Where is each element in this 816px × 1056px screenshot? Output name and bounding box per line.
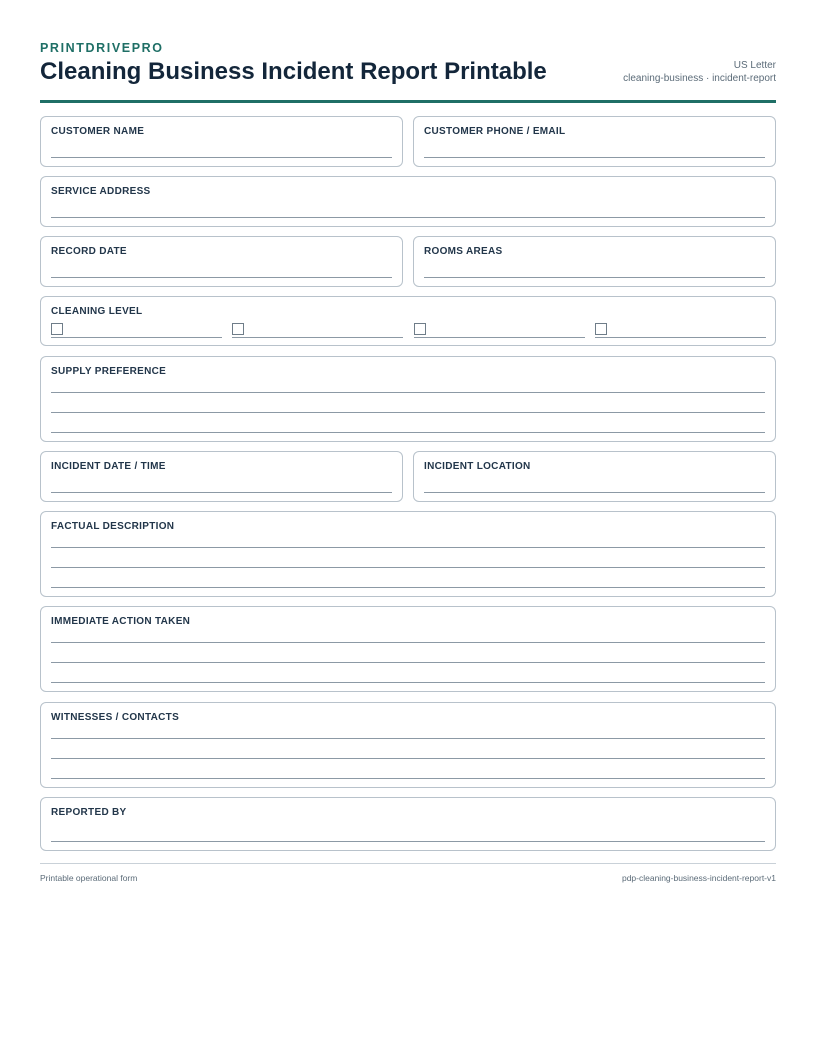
write-line[interactable] bbox=[51, 587, 765, 588]
write-line[interactable] bbox=[51, 662, 765, 663]
write-line[interactable] bbox=[424, 157, 765, 158]
factual-description-label: FACTUAL DESCRIPTION bbox=[51, 521, 175, 532]
customer-contact-field[interactable] bbox=[413, 116, 776, 167]
cleaning-level-label: CLEANING LEVEL bbox=[51, 306, 143, 317]
cleaning-level-option-1[interactable] bbox=[51, 323, 222, 338]
cleaning-level-field bbox=[40, 296, 776, 346]
write-line[interactable] bbox=[51, 567, 765, 568]
form-footer bbox=[40, 863, 776, 883]
paper-size: US Letter bbox=[733, 60, 776, 71]
write-line bbox=[595, 337, 766, 338]
write-line[interactable] bbox=[424, 492, 765, 493]
incident-location-label: INCIDENT LOCATION bbox=[424, 461, 531, 472]
write-line[interactable] bbox=[51, 412, 765, 413]
write-line bbox=[51, 337, 222, 338]
customer-contact-label: CUSTOMER PHONE / EMAIL bbox=[424, 126, 566, 137]
cleaning-level-option-4[interactable] bbox=[595, 323, 766, 338]
rooms-areas-label: ROOMS AREAS bbox=[424, 246, 503, 257]
cleaning-level-option-2[interactable] bbox=[232, 323, 403, 338]
factual-description-field[interactable] bbox=[40, 511, 776, 597]
incident-datetime-field[interactable] bbox=[40, 451, 403, 502]
form-header bbox=[40, 0, 776, 103]
write-line[interactable] bbox=[51, 217, 765, 218]
write-line[interactable] bbox=[51, 682, 765, 683]
footer-form-type: Printable operational form bbox=[40, 873, 138, 883]
checkbox-icon[interactable] bbox=[595, 323, 607, 335]
record-date-field[interactable] bbox=[40, 236, 403, 287]
checkbox-icon[interactable] bbox=[414, 323, 426, 335]
record-date-label: RECORD DATE bbox=[51, 246, 127, 257]
checkbox-icon[interactable] bbox=[51, 323, 63, 335]
footer-form-id: pdp-cleaning-business-incident-report-v1 bbox=[621, 873, 776, 883]
supply-preference-field[interactable] bbox=[40, 356, 776, 442]
cleaning-level-option-3[interactable] bbox=[414, 323, 585, 338]
write-line[interactable] bbox=[51, 642, 765, 643]
supply-preference-label: SUPPLY PREFERENCE bbox=[51, 366, 167, 377]
write-line[interactable] bbox=[51, 277, 392, 278]
reported-by-field[interactable] bbox=[40, 797, 776, 851]
write-line[interactable] bbox=[51, 432, 765, 433]
witnesses-label: WITNESSES / CONTACTS bbox=[51, 712, 180, 723]
page-title: Cleaning Business Incident Report Printable bbox=[40, 58, 547, 85]
write-line bbox=[232, 337, 403, 338]
write-line[interactable] bbox=[51, 758, 765, 759]
write-line[interactable] bbox=[51, 547, 765, 548]
document-tags: cleaning-business · incident-report bbox=[623, 73, 776, 84]
customer-name-label: CUSTOMER NAME bbox=[51, 126, 145, 137]
write-line[interactable] bbox=[51, 778, 765, 779]
brand-name: PRINTDRIVEPRO bbox=[40, 41, 164, 55]
customer-name-field[interactable] bbox=[40, 116, 403, 167]
reported-by-label: REPORTED BY bbox=[51, 807, 127, 818]
write-line[interactable] bbox=[51, 738, 765, 739]
rooms-areas-field[interactable] bbox=[413, 236, 776, 287]
write-line[interactable] bbox=[51, 841, 765, 842]
write-line[interactable] bbox=[51, 492, 392, 493]
incident-datetime-label: INCIDENT DATE / TIME bbox=[51, 461, 166, 472]
service-address-label: SERVICE ADDRESS bbox=[51, 186, 151, 197]
write-line bbox=[414, 337, 585, 338]
write-line[interactable] bbox=[51, 157, 392, 158]
form-page bbox=[40, 0, 776, 818]
witnesses-field[interactable] bbox=[40, 702, 776, 788]
immediate-action-field[interactable] bbox=[40, 606, 776, 692]
service-address-field[interactable] bbox=[40, 176, 776, 227]
incident-location-field[interactable] bbox=[413, 451, 776, 502]
checkbox-icon[interactable] bbox=[232, 323, 244, 335]
immediate-action-label: IMMEDIATE ACTION TAKEN bbox=[51, 616, 191, 627]
document-meta bbox=[623, 59, 776, 85]
write-line[interactable] bbox=[424, 277, 765, 278]
write-line[interactable] bbox=[51, 392, 765, 393]
